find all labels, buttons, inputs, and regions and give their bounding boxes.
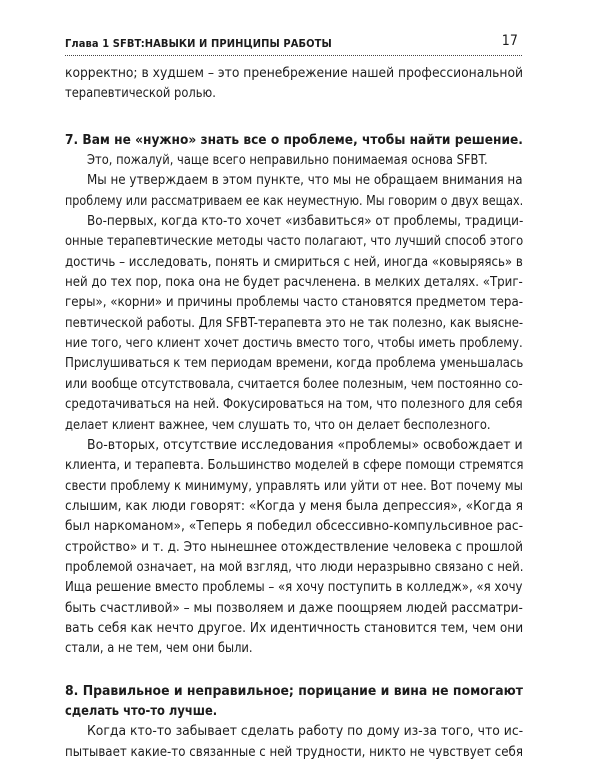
section-heading (65, 682, 523, 723)
header-divider (65, 55, 522, 56)
line-text: стройство» и т. д. Это нынешнее отождествление человека с прошлой (65, 539, 524, 555)
line-text: делает клиент важнее, чем слушать то, что он делает бесполезного. (65, 417, 491, 433)
line-text: 8. Правильное и неправильное; порицание и вина не помогают (65, 683, 523, 699)
text-line (65, 538, 523, 558)
line-text: свести проблему к минимуму, управлять или уйти от нее. Вот почему мы (65, 478, 523, 494)
line-text: Это, пожалуй, чаще всего неправильно понимаемая основа SFBT. (87, 153, 488, 169)
text-line (65, 743, 523, 763)
text-line (65, 314, 523, 334)
text-line (65, 702, 523, 722)
line-text: или вообще отсутствовала, считается более полезным, чем постоянно со- (65, 376, 523, 392)
text-line (65, 558, 523, 578)
line-text: Во-первых, когда кто-то хочет «избавиться» от проблемы, традици- (87, 214, 524, 230)
section-heading (65, 131, 523, 151)
text-line (65, 395, 523, 415)
text-line (65, 212, 523, 232)
text-line (65, 517, 523, 537)
line-text: сделать что-то лучше. (65, 703, 218, 719)
text-line (65, 131, 523, 151)
paragraph (65, 151, 523, 171)
paragraph (65, 171, 523, 212)
line-text: Во-вторых, отсутствие исследования «проблемы» освобождает и (87, 437, 523, 453)
line-text: певтической работы. Для SFBT-терапевта это не так полезно, как выясне- (65, 315, 524, 331)
text-line (65, 497, 523, 517)
paragraph (65, 722, 523, 763)
text-line (65, 151, 523, 171)
text-line (65, 456, 523, 476)
text-line (65, 599, 523, 619)
line-text: онные терапевтические методы часто полагают, что лучший способ этого (65, 234, 524, 250)
line-text: вать себя как нечто другое. Их идентичность становится тем, чем они (65, 620, 524, 636)
text-line (65, 682, 523, 702)
line-text: проблемой означает, на мой взгляд, что люди неразрывно связано с ней. (65, 559, 524, 575)
text-line (65, 64, 523, 84)
line-text: ней до тех пор, пока она не будет расчленена. в мелких деталях. «Триг- (65, 275, 523, 291)
text-line (65, 334, 523, 354)
text-line (65, 722, 523, 742)
text-line (65, 619, 523, 639)
line-text: терапевтической ролью. (65, 86, 216, 102)
line-text: достичь – исследовать, понять и смириться с ней, иногда «ковыряясь» в (65, 254, 523, 270)
text-line (65, 293, 523, 313)
line-text: Мы не утверждаем в этом пункте, что мы не обращаем внимания на (87, 173, 523, 189)
line-text: проблему или рассматриваем ее как неуместную. Мы говорим о двух вещах. (65, 193, 524, 209)
running-header (65, 33, 520, 53)
paragraph (65, 436, 523, 660)
chapter-title: Глава 1 SFBT:НАВЫКИ И ПРИНЦИПЫ РАБОТЫ (65, 37, 332, 50)
text-line (65, 354, 523, 374)
text-line (65, 84, 523, 104)
line-text: Ища решение вместо проблемы – «я хочу поступить в колледж», «я хочу (65, 580, 523, 596)
line-text: Когда кто-то забывает сделать работу по дому из-за того, что ис- (87, 724, 524, 740)
section-spacer (65, 105, 523, 131)
text-line (65, 232, 523, 252)
page-number: 17 (501, 33, 518, 49)
text-line (65, 171, 523, 191)
line-text: Прислушиваться к тем периодам времени, когда проблема уменьшалась (65, 356, 524, 372)
line-text: пытывает какие-то связанные с ней трудности, никто не чувствует себя (65, 744, 523, 760)
text-line (65, 578, 523, 598)
line-text: слышим, как люди говорят: «Когда у меня была депрессия», «Когда я (65, 498, 523, 514)
paragraph (65, 212, 523, 436)
line-text: был наркоманом», «Теперь я победил обсессивно-компульсивное рас- (65, 519, 524, 535)
line-text: клиента, и терапевта. Большинство моделей в сфере помощи стремятся (65, 458, 524, 474)
line-text: геры», «корни» и причины проблемы часто становятся предметом тера- (65, 295, 524, 311)
line-text: средотачиваться на ней. Фокусироваться на том, что полезного для себя (65, 397, 523, 413)
text-line (65, 436, 523, 456)
text-line (65, 375, 523, 395)
section-spacer (65, 660, 523, 682)
page-body (65, 64, 523, 763)
text-line (65, 192, 523, 212)
text-line (65, 477, 523, 497)
paragraph (65, 64, 523, 105)
text-line (65, 639, 523, 659)
text-line (65, 273, 523, 293)
line-text: ние того, чего клиент хочет достичь вместо того, чтобы иметь проблему. (65, 336, 523, 352)
text-line (65, 416, 523, 436)
text-line (65, 253, 523, 273)
line-text: стали, а не тем, чем они были. (65, 641, 253, 657)
line-text: 7. Вам не «нужно» знать все о проблеме, чтобы найти решение. (65, 132, 523, 148)
line-text: быть счастливой» – мы позволяем и даже поощряем людей рассматри- (65, 600, 523, 616)
line-text: корректно; в худшем – это пренебрежение нашей профессиональной (65, 66, 523, 81)
